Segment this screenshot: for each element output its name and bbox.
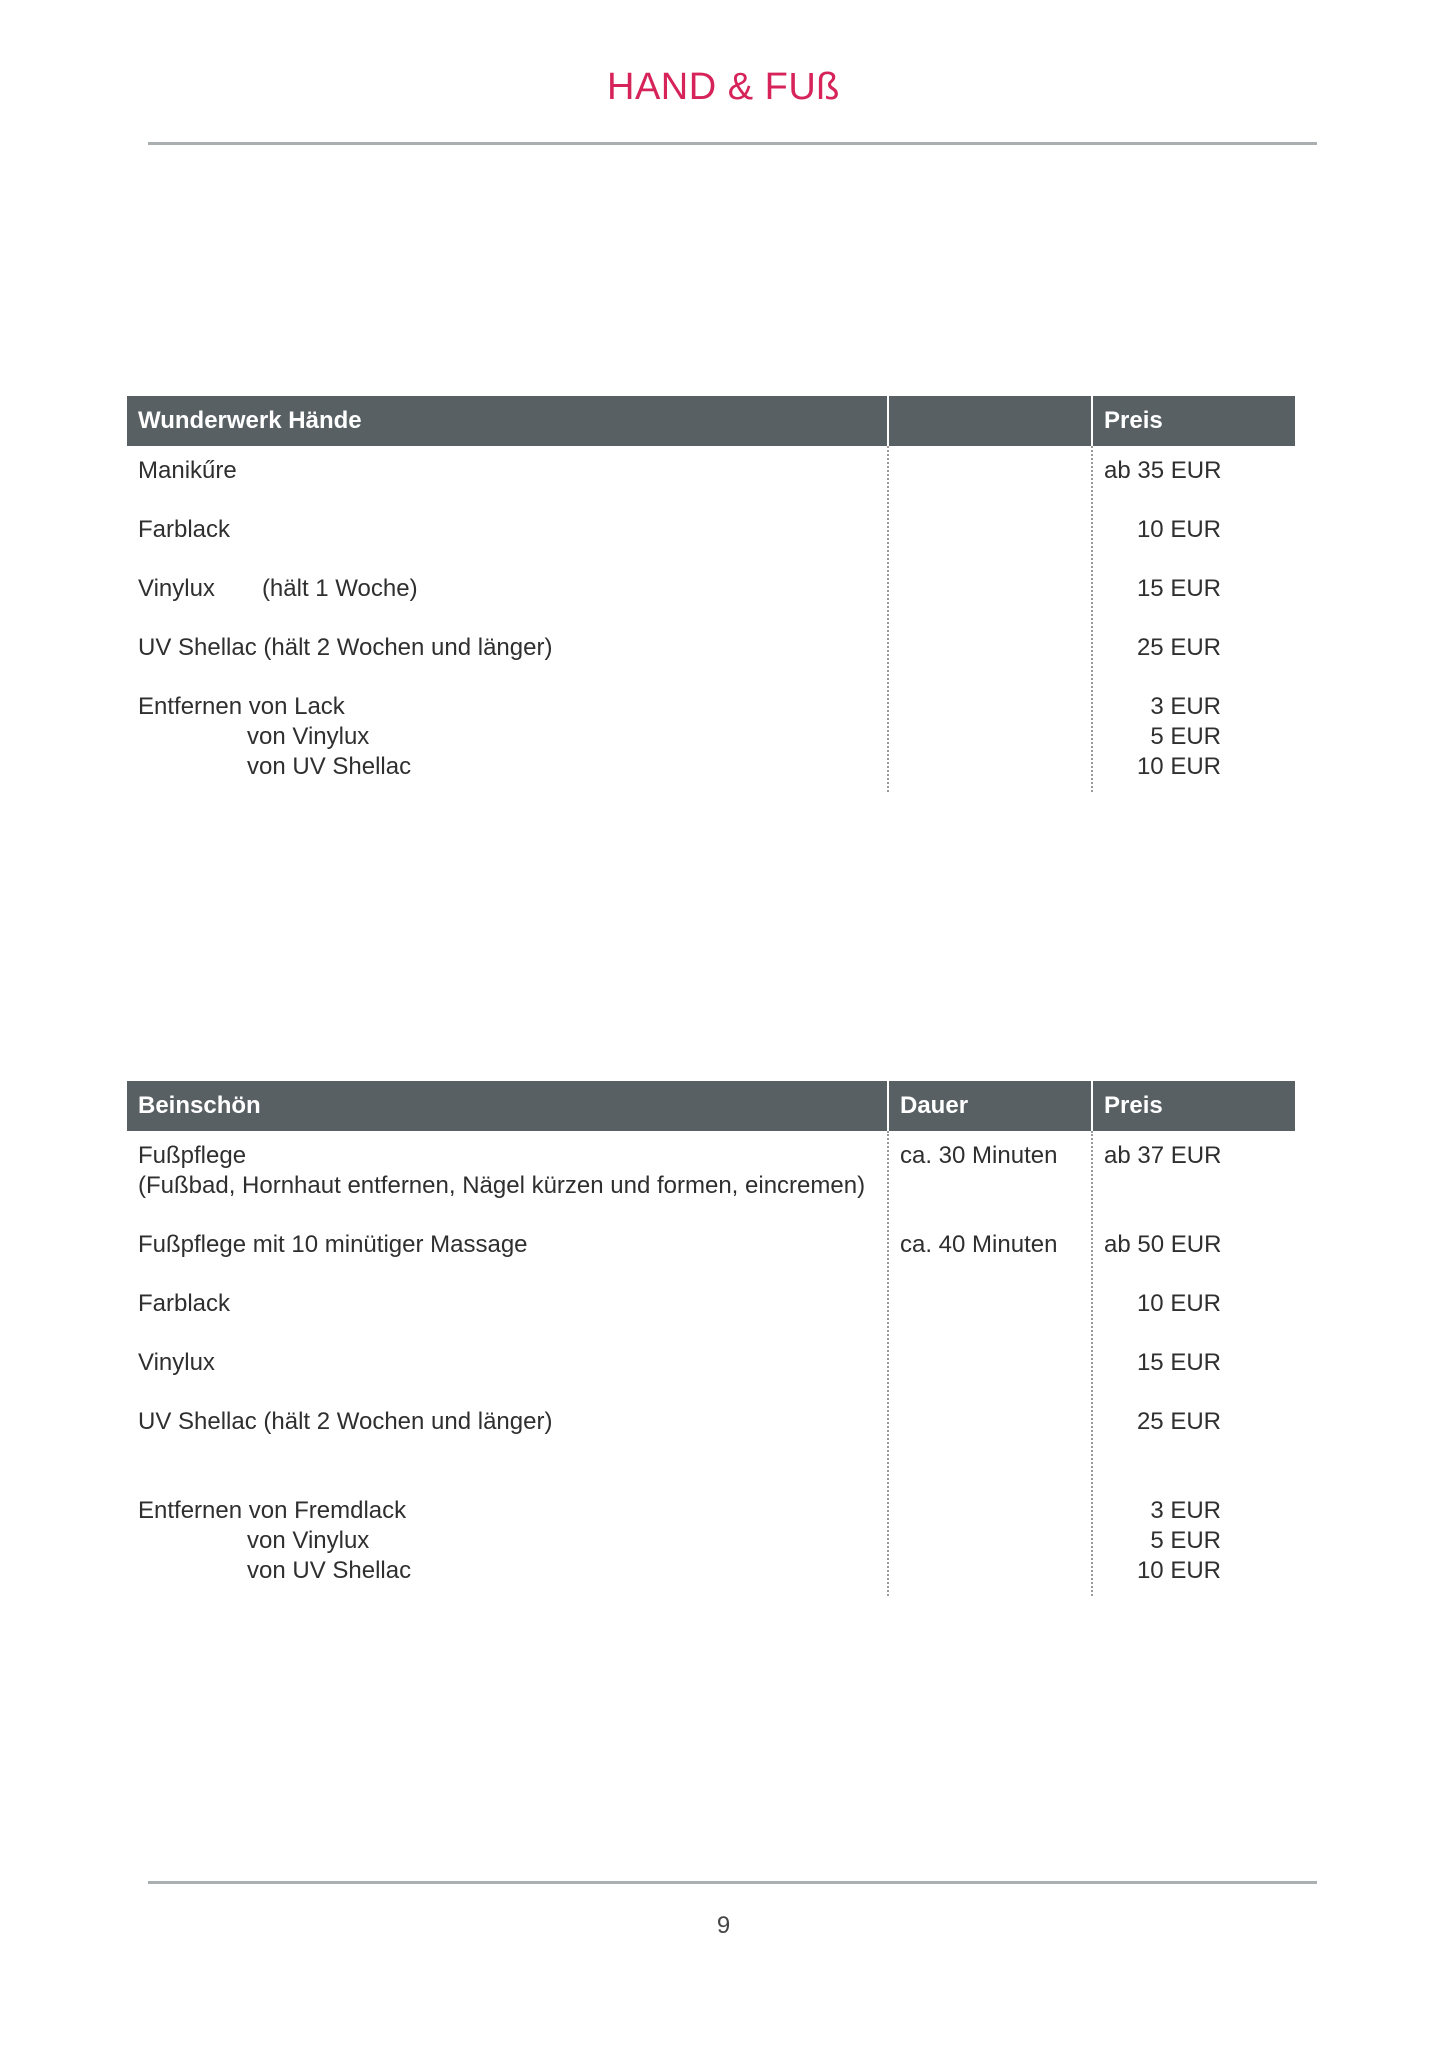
item-price: 15 EUR: [1136, 575, 1221, 602]
item-label: von UV Shellac: [247, 1557, 412, 1584]
item-label: UV Shellac (hält 2 Wochen und länger): [138, 1408, 553, 1435]
item-label: Farblack: [138, 1290, 231, 1317]
table-row: [138, 752, 887, 782]
header-col2: [887, 396, 1091, 446]
item-label: Entfernen von Fremdlack: [138, 1497, 407, 1524]
table-row: [138, 1526, 887, 1556]
item-price: 5 EUR: [1150, 1527, 1221, 1554]
item-price: 10 EUR: [1136, 1290, 1221, 1317]
table-row: [138, 515, 887, 545]
item-label: Fußpflege: [138, 1142, 247, 1169]
table-row: [138, 722, 887, 752]
table-body: [127, 1131, 1295, 1596]
price-table-haende: [127, 396, 1295, 792]
labels-column: [127, 1131, 887, 1596]
item-price: 25 EUR: [1136, 634, 1221, 661]
item-price: 3 EUR: [1150, 1497, 1221, 1524]
item-duration: ca. 40 Minuten: [900, 1231, 1058, 1258]
table-header: [127, 396, 1295, 446]
item-price: ab 35 EUR: [1104, 457, 1222, 484]
table-row: [138, 633, 887, 663]
labels-column: [127, 446, 887, 792]
item-price: ab 37 EUR: [1104, 1142, 1222, 1169]
table-row: [138, 1348, 887, 1378]
header-price: Preis: [1091, 1081, 1295, 1131]
item-label: von Vinylux: [247, 1527, 370, 1554]
table-body: [127, 446, 1295, 792]
price-table-bein: [127, 1081, 1295, 1596]
item-price: 10 EUR: [1136, 753, 1221, 780]
item-label: Manikűre: [138, 457, 237, 484]
header-price: Preis: [1091, 396, 1295, 446]
header-duration: Dauer: [887, 1081, 1091, 1131]
table-row: [138, 1407, 887, 1437]
item-label: Fußpflege mit 10 minütiger Massage: [138, 1231, 528, 1258]
empty-column: [887, 446, 1091, 792]
table-row: [138, 1230, 887, 1260]
item-price: 15 EUR: [1136, 1349, 1221, 1376]
table-row: [138, 574, 887, 604]
header-rule: [148, 142, 1317, 145]
table-row: [138, 692, 887, 722]
table-row: [138, 1289, 887, 1319]
item-label: Entfernen von Lack: [138, 693, 345, 720]
price-column: [1091, 1131, 1295, 1596]
item-price: 10 EUR: [1136, 516, 1221, 543]
table-header: [127, 1081, 1295, 1131]
item-duration: ca. 30 Minuten: [900, 1142, 1058, 1169]
item-label: Farblack: [138, 516, 231, 543]
item-price: 5 EUR: [1150, 723, 1221, 750]
item-price: 3 EUR: [1150, 693, 1221, 720]
price-column: [1091, 446, 1295, 792]
footer-rule: [148, 1881, 1317, 1884]
item-label: Vinylux: [138, 575, 215, 602]
item-description: (Fußbad, Hornhaut entfernen, Nägel kürzen und formen, eincremen): [138, 1172, 866, 1199]
page-number: 9: [716, 1912, 731, 1939]
item-price: 25 EUR: [1136, 1408, 1221, 1435]
header-title: Beinschön: [127, 1081, 887, 1131]
item-label: UV Shellac (hält 2 Wochen und länger): [138, 634, 553, 661]
table-row: [138, 1171, 887, 1201]
item-label: von UV Shellac: [247, 753, 412, 780]
table-row: [138, 1496, 887, 1526]
item-price: 10 EUR: [1136, 1557, 1221, 1584]
header-title: Wunderwerk Hände: [127, 396, 887, 446]
table-row: [138, 1556, 887, 1586]
item-label: Vinylux: [138, 1349, 215, 1376]
table-row: [138, 456, 887, 486]
duration-column: [887, 1131, 1091, 1596]
item-price: ab 50 EUR: [1104, 1231, 1222, 1258]
item-label: von Vinylux: [247, 723, 370, 750]
page-title: HAND & FUß: [607, 66, 840, 108]
table-row: [138, 1141, 887, 1171]
item-note: (hält 1 Woche): [261, 575, 418, 602]
